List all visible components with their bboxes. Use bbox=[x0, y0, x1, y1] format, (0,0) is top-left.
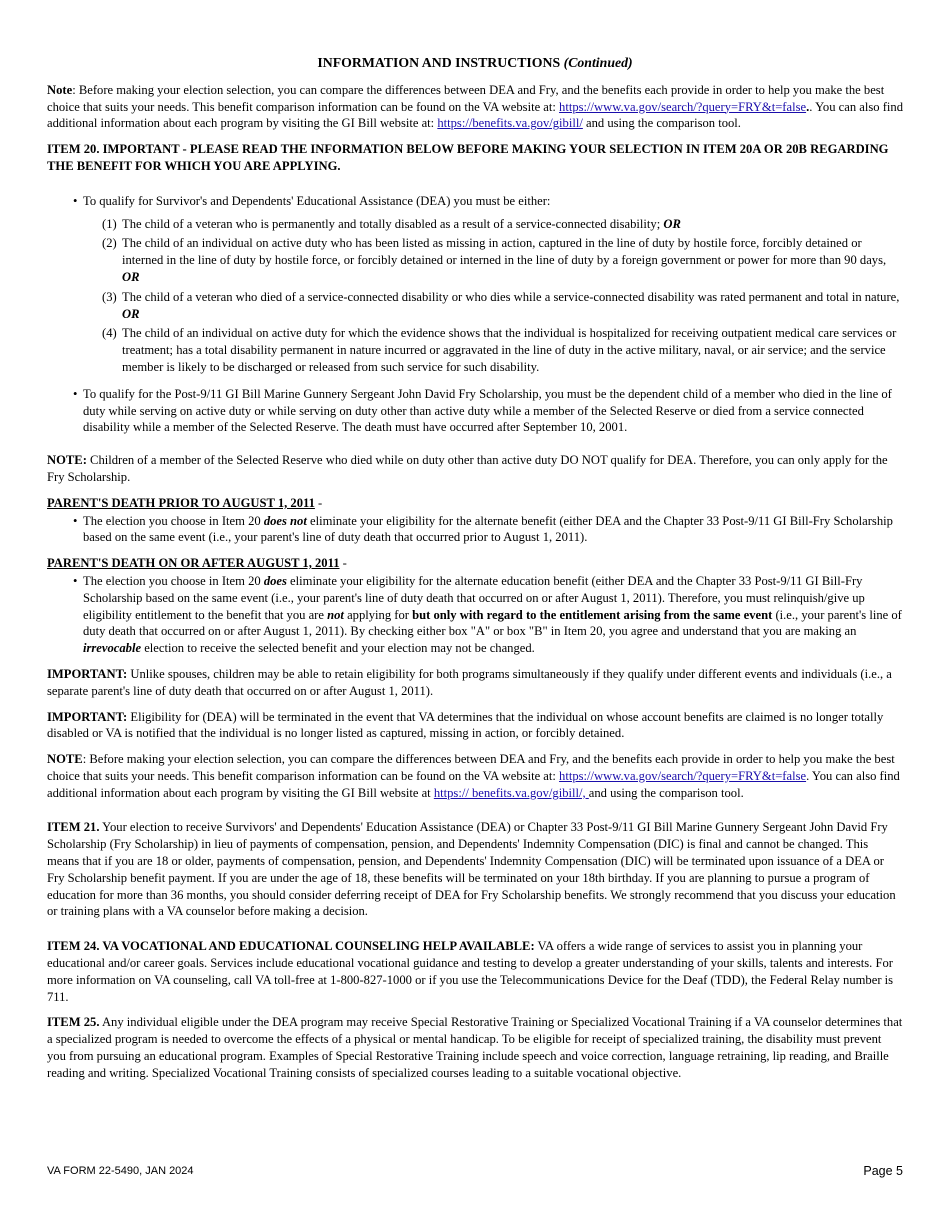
page-title: INFORMATION AND INSTRUCTIONS (Continued) bbox=[317, 55, 633, 70]
dea-condition-4: (4) The child of an individual on active duty for which the evidence shows that the individual is hospitalized for receiving outpatient medical care services or treatment; has a total disability permanent in nature incurred or aggravated in the line of duty in the active military, naval, or air service; and the service member is likely to be discharged or released from such service for such disability. bbox=[102, 326, 897, 374]
note-compare: Note: Before making your election selection, you can compare the differences between DEA and Fry, and the benefits each provide in order to help you make the best choice that suits your needs. This benefit comparison information can be found on the VA website at: https://www.va.gov/search/?query=FRY&t=false.. You can also find additional information about each program by visiting the GI Bill website at: https://benefits.va.gov/gibill/ and using the comparison tool. bbox=[47, 82, 903, 131]
item21: ITEM 21. Your election to receive Survivors' and Dependents' Education Assistance (DEA) or Chapter 33 Post-9/11 GI Bill Marine Gunnery Sergeant John David Fry Scholarship (Fry Scholarship) in lieu of payments of compensation, pension, and Dependents' Indemnity Compensation (DIC) is final and cannot be changed. This means that if you are 18 or older, payments of compensation, pension, and Dependents' Indemnity Compensation (DIC) will be terminated upon issuance of a DEA or Fry Scholarship benefit payment. If you are under the age of 18, these benefits will be terminated on your 18th birthday. If you are planning to pursue a program of education for more than 36 months, you should consider deferring receipt of DEA for Fry Scholarship benefits. We strongly recommend that you discuss your education or training plans with a VA counselor before making a decision. bbox=[47, 820, 896, 919]
gibill-link-2[interactable]: https:// benefits.va.gov/gibill/, bbox=[433, 785, 589, 800]
important-spouses: IMPORTANT: Unlike spouses, children may be able to retain eligibility for both programs simultaneously if they qualify under different events and individuals (i.e., a separate parent's line of duty death that occurred on or after August 1, 2011). bbox=[47, 666, 892, 698]
dea-condition-2: (2) The child of an individual on active duty who has been listed as missing in action, captured in the line of duty by hostile force, forcibly detained or interned in the line of duty by hostile force, or forcibly detained or interned in the line of duty by a foreign government or power for more than 90 days, OR bbox=[102, 236, 887, 284]
va-search-link-2[interactable]: https://www.va.gov/search/?query=FRY&t=false bbox=[559, 768, 807, 783]
item20-heading: ITEM 20. IMPORTANT - PLEASE READ THE INFORMATION BELOW BEFORE MAKING YOUR SELECTION IN ITEM 20A OR 20B REGARDING THE BENEFIT FOR WHICH YOU ARE APPLYING. bbox=[47, 142, 889, 173]
item25: ITEM 25. Any individual eligible under the DEA program may receive Special Restorative Training or Specialized Vocational Training if a VA counselor determines that a specialized program is needed to overcome the effects of a physical or mental handicap. To be eligible for receipt of specialized training, the disability must prevent you from pursuing an educational program. Examples of Special Restorative Training include speech and voice correction, language retraining, lip reading, and Braille reading and writing. Specialized Vocational Training consists of specialized courses leading to a suitable vocational objective. bbox=[47, 1015, 903, 1080]
note-compare-2: NOTE: Before making your election selection, you can compare the differences between DEA and Fry, and the benefits each provide in order to help you make the best choice that suits your needs. This benefit comparison information can be found on the VA website at: https://www.va.gov/search/?query=FRY&t=false. You can also find additional information about each program by visiting the GI Bill website at https:// benefits.va.gov/gibill/, and using the comparison tool. bbox=[47, 752, 900, 800]
note-selected-reserve: NOTE: Children of a member of the Selected Reserve who died while on duty other than active duty DO NOT qualify for DEA. Therefore, you can only apply for the Fry Scholarship. bbox=[47, 453, 888, 484]
after-heading: PARENT'S DEATH ON OR AFTER AUGUST 1, 2011 - bbox=[47, 556, 347, 571]
form-number: VA FORM 22-5490, JAN 2024 bbox=[47, 1165, 194, 1177]
gibill-link[interactable]: https://benefits.va.gov/gibill/ bbox=[437, 116, 583, 131]
item24: ITEM 24. VA VOCATIONAL AND EDUCATIONAL COUNSELING HELP AVAILABLE: VA offers a wide range of services to assist you in planning your educational and/or career goals. Services include educational vocational guidance and testing to develop a greater understanding of your skills, talents and interests. For more information on VA counseling, call VA toll-free at 1-800-827-1000 or if you use the Telecommunications Device for the Deaf (TDD), the Federal Relay number is 711. bbox=[47, 939, 894, 1004]
page-number: Page 5 bbox=[863, 1164, 903, 1178]
page-content bbox=[47, 55, 903, 1082]
va-search-link[interactable]: https://www.va.gov/search/?query=FRY&t=false bbox=[559, 99, 807, 114]
prior-heading: PARENT'S DEATH PRIOR TO AUGUST 1, 2011 - bbox=[47, 495, 323, 510]
important-termination: IMPORTANT: Eligibility for (DEA) will be terminated in the event that VA determines that the individual on whose account benefits are claimed is no longer totally disabled or VA is notified that the individual is no longer listed as captured, missing in action, or forcibly detained. bbox=[47, 709, 884, 741]
dea-condition-1: (1) The child of a veteran who is permanently and totally disabled as a result of a service-connected disability; OR bbox=[102, 216, 681, 231]
dea-intro-bullet: • To qualify for Survivor's and Dependents' Educational Assistance (DEA) you must be either: bbox=[73, 193, 551, 208]
prior-bullet: • The election you choose in Item 20 does not eliminate your eligibility for the alternate benefit (either DEA and the Chapter 33 Post-9/11 GI Bill-Fry Scholarship based on the same event (i.e., your parent's line of duty death that occurred prior to August 1, 2011). bbox=[73, 513, 893, 545]
after-bullet: • The election you choose in Item 20 does eliminate your eligibility for the alternate education benefit (either DEA and the Chapter 33 Post-9/11 GI Bill-Fry Scholarship based on the same event (i.e., your parent's line of duty death that occurred on or after August 1, 2011). Therefore, you must relinquish/give up eligibility entitlement to the benefit that you are not applying for but only with regard to the entitlement arising from the same event (i.e., your parent's line of duty death that occurred on or after August 1, 2011). By checking either box "A" or box "B" in Item 20, you agree and understand that you are making an irrevocable election to receive the selected benefit and your election may not be changed. bbox=[73, 573, 902, 656]
fry-bullet: • To qualify for the Post-9/11 GI Bill Marine Gunnery Sergeant John David Fry Scholarship, you must be the dependent child of a member who died in the line of duty while serving on active duty or while serving on duty other than active duty while a member of the Selected Reserve or died from a service connected disability while a member of the Selected Reserve. The death must have occurred after September 10, 2001. bbox=[73, 386, 892, 435]
dea-condition-3: (3) The child of a veteran who died of a service-connected disability or who dies while a service-connected disability was rated permanent and total in nature, OR bbox=[102, 289, 900, 321]
